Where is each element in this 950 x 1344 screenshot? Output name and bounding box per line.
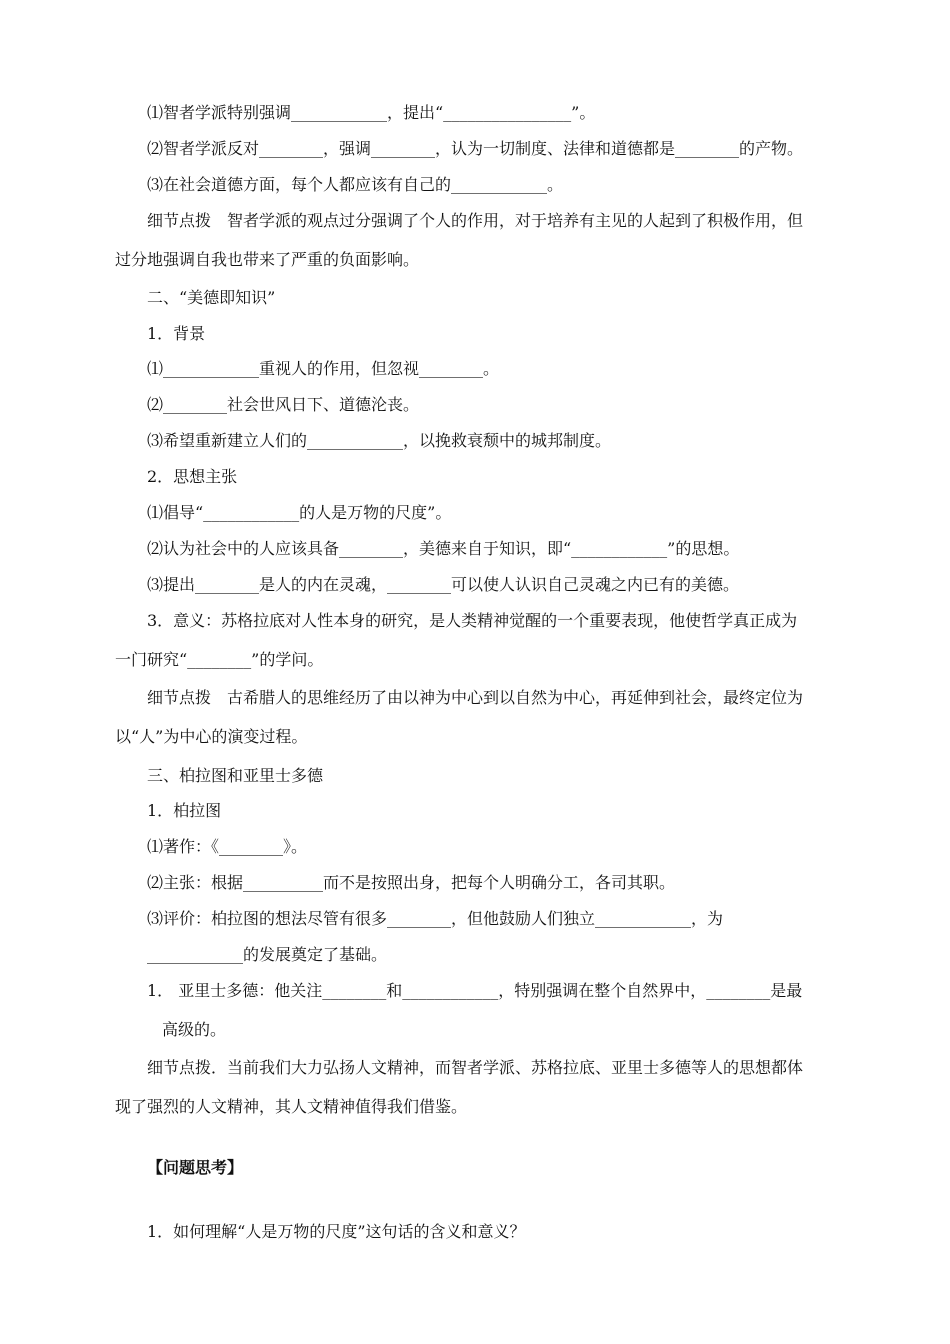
text-line: ⑶提出________是人的内在灵魂，________可以使人认识自己灵魂之内已有的美德。: [147, 575, 740, 594]
text-line: ⑶评价：柏拉图的想法尽管有很多________，但他鼓励人们独立____________，为: [147, 909, 724, 928]
text-line: 以“人”为中心的演变过程。: [115, 727, 308, 746]
text-line: ⑴智者学派特别强调____________，提出“________________”。: [147, 103, 596, 122]
text-line: 一门研究“________”的学问。: [115, 650, 324, 669]
text-line: ⑵智者学派反对________，强调________，认为一切制度、法律和道德都是________的产物。: [147, 139, 804, 158]
text-line: 3．意义：苏格拉底对人性本身的研究，是人类精神觉醒的一个重要表现，他使哲学真正成为: [147, 611, 798, 630]
question: 1．如何理解“人是万物的尺度”这句话的含义和意义？: [147, 1222, 526, 1241]
section-heading: 【问题思考】: [147, 1158, 244, 1177]
text-line: 现了强烈的人文精神，其人文精神值得我们借鉴。: [115, 1097, 468, 1116]
section-heading: 三、柏拉图和亚里士多德: [147, 766, 324, 785]
subheading: 2．思想主张: [147, 467, 238, 486]
text-line: ⑴著作：《________》。: [147, 837, 308, 856]
text-line: ____________的发展奠定了基础。: [147, 945, 388, 964]
text-line: 细节点拨 智者学派的观点过分强调了个人的作用，对于培养有主见的人起到了积极作用，但: [147, 211, 804, 230]
subheading: 1．背景: [147, 324, 206, 343]
text-line: 细节点拨．当前我们大力弘扬人文精神，而智者学派、苏格拉底、亚里士多德等人的思想都体: [147, 1058, 804, 1077]
subheading: 1．柏拉图: [147, 801, 222, 820]
section-heading: 二、“美德即知识”: [147, 288, 276, 307]
text-line: ⑵认为社会中的人应该具备________，美德来自于知识，即“____________”的思想。: [147, 539, 740, 558]
text-line: 细节点拨 古希腊人的思维经历了由以神为中心到以自然为中心，再延伸到社会，最终定位为: [147, 688, 804, 707]
text-line: 高级的。: [162, 1020, 227, 1039]
text-line: 1． 亚里士多德：他关注________和____________，特别强调在整个自然界中，________是最: [147, 981, 803, 1000]
text-line: ⑵主张：根据__________而不是按照出身，把每个人明确分工，各司其职。: [147, 873, 676, 892]
text-line: 过分地强调自我也带来了严重的负面影响。: [115, 250, 420, 269]
text-line: ⑴____________重视人的作用，但忽视________。: [147, 359, 500, 378]
text-line: ⑵________社会世风日下、道德沦丧。: [147, 395, 420, 414]
text-line: ⑶在社会道德方面，每个人都应该有自己的____________。: [147, 175, 564, 194]
text-line: ⑴倡导“____________的人是万物的尺度”。: [147, 503, 452, 522]
text-line: ⑶希望重新建立人们的____________，以挽救衰颓中的城邦制度。: [147, 431, 612, 450]
